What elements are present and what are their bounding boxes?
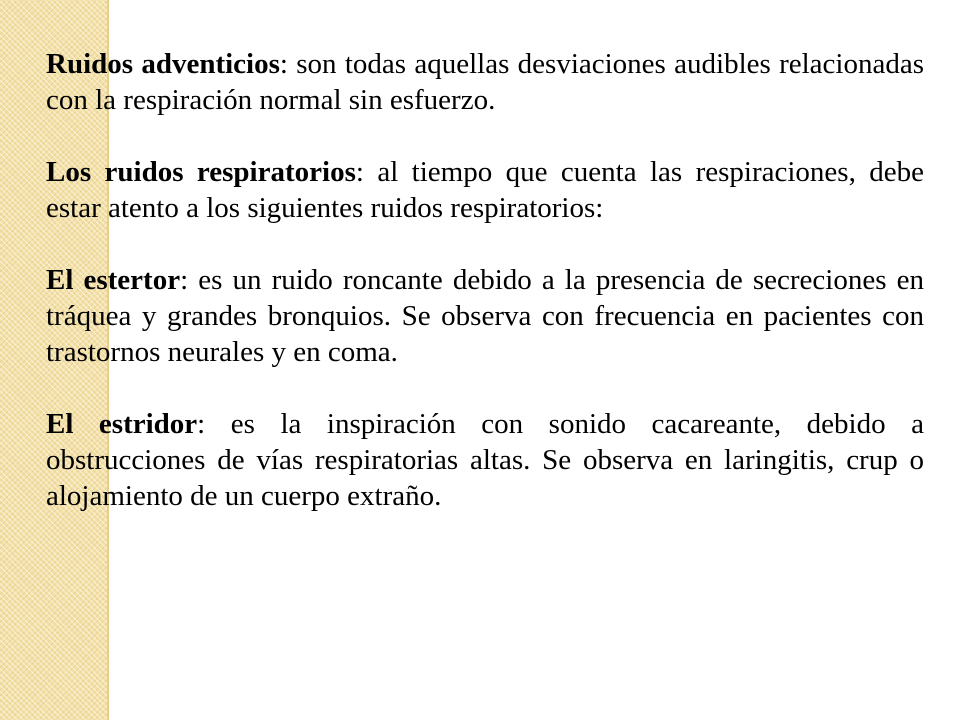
term-estridor: El estridor [46, 408, 198, 440]
paragraph-ruidos-respiratorios [46, 154, 924, 226]
paragraph-ruidos-adventicios [46, 46, 924, 118]
definition-estridor: : es la inspiración con sonido cacareante, debido a obstrucciones de vías respiratorias altas. Se observa en laringitis, crup o alojamiento de un cuerpo extraño. [46, 408, 924, 512]
definition-ruidos-adventicios: : son todas aquellas desviaciones audibles relacionadas con la respiración normal sin esfuerzo. [46, 48, 924, 116]
paragraph-estertor [46, 262, 924, 370]
definition-ruidos-respiratorios: : al tiempo que cuenta las respiraciones, debe estar atento a los siguientes ruidos respiratorios: [46, 156, 924, 224]
term-ruidos-respiratorios: Los ruidos respiratorios [46, 156, 356, 188]
term-ruidos-adventicios: Ruidos adventicios [46, 48, 280, 80]
slide-content [46, 46, 924, 514]
term-estertor: El estertor [46, 264, 181, 296]
paragraph-estridor [46, 406, 924, 514]
definition-estertor: : es un ruido roncante debido a la presencia de secreciones en tráquea y grandes bronquios. Se observa con frecuencia en pacientes con trastornos neurales y en coma. [46, 264, 924, 368]
